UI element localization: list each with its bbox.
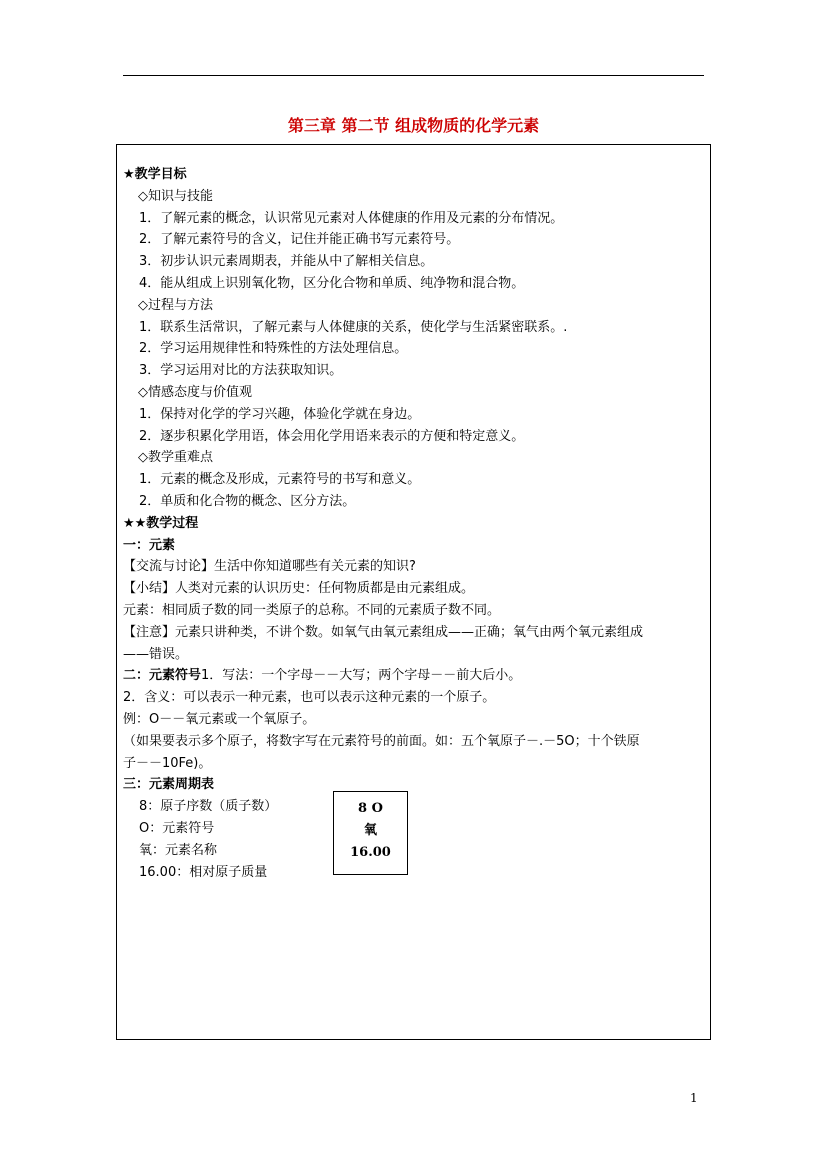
knowledge-heading: ◇知识与技能 bbox=[138, 188, 213, 204]
section-element-line: ——错误。 bbox=[123, 646, 189, 662]
section-symbol-writing: 1．写法：一个字母－－大写；两个字母－－前大后小。 bbox=[201, 668, 522, 684]
teaching-process-heading: ★★教学过程 bbox=[123, 515, 199, 531]
section-symbol-line: （如果要表示多个原子，将数字写在元素符号的前面。如：五个氧原子－.－5O；十个铁原 bbox=[123, 733, 640, 749]
key-point-item: 2．单质和化合物的概念、区分方法。 bbox=[139, 493, 356, 509]
process-method-item: 1．联系生活常识，了解元素与人体健康的关系，使化学与生活紧密联系。. bbox=[139, 319, 568, 335]
knowledge-item: 1．了解元素的概念，认识常见元素对人体健康的作用及元素的分布情况。 bbox=[139, 210, 564, 226]
section-symbol-heading: 二：元素符号 bbox=[123, 668, 202, 684]
knowledge-item: 4．能从组成上识别氧化物，区分化合物和单质、纯净物和混合物。 bbox=[139, 275, 525, 291]
knowledge-item: 3．初步认识元素周期表，并能从中了解相关信息。 bbox=[139, 254, 434, 270]
objectives-heading: ★教学目标 bbox=[123, 167, 187, 182]
lesson-content bbox=[123, 164, 708, 883]
process-method-heading: ◇过程与方法 bbox=[138, 297, 213, 313]
process-method-item: 3．学习运用对比的方法获取知识。 bbox=[139, 363, 343, 379]
section-element-heading: 一：元素 bbox=[123, 537, 176, 553]
key-points-heading: ◇教学重难点 bbox=[138, 450, 213, 466]
periodic-legend-line: 16.00：相对原子质量 bbox=[139, 864, 268, 880]
emotion-item: 2．逐步积累化学用语，体会用化学用语来表示的方便和特定意义。 bbox=[139, 428, 525, 444]
process-method-item: 2．学习运用规律性和特殊性的方法处理信息。 bbox=[139, 341, 408, 357]
emotion-heading: ◇情感态度与价值观 bbox=[138, 384, 252, 400]
section-element-line: 元素：相同质子数的同一类原子的总称。不同的元素质子数不同。 bbox=[123, 602, 501, 618]
periodic-legend-line: 氧：元素名称 bbox=[139, 842, 218, 858]
section-symbol-line: 子－－10Fe)。 bbox=[123, 755, 212, 771]
section-periodic-heading: 三：元素周期表 bbox=[123, 777, 215, 793]
section-element-line: 【注意】元素只讲种类，不讲个数。如氧气由氧元素组成——正确；氧气由两个氧元素组成 bbox=[123, 624, 644, 640]
header-rule bbox=[123, 75, 704, 76]
key-point-item: 1．元素的概念及形成，元素符号的书写和意义。 bbox=[139, 472, 421, 488]
section-symbol-line: 2．含义：可以表示一种元素，也可以表示这种元素的一个原子。 bbox=[123, 690, 496, 706]
element-number-symbol: 8 O bbox=[358, 801, 383, 816]
periodic-legend-line: 8：原子序数（质子数） bbox=[139, 799, 278, 815]
section-element-line: 【小结】人类对元素的认识历史：任何物质都是由元素组成。 bbox=[123, 581, 475, 597]
page-title: 第三章 第二节 组成物质的化学元素 bbox=[287, 116, 540, 135]
periodic-legend-line: O：元素符号 bbox=[139, 820, 215, 836]
section-symbol-line: 例：O－－氧元素或一个氧原子。 bbox=[123, 711, 316, 727]
section-symbol-line bbox=[123, 665, 708, 687]
page-number: 1 bbox=[690, 1091, 698, 1105]
knowledge-item: 2．了解元素符号的含义，记住并能正确书写元素符号。 bbox=[139, 232, 460, 248]
element-name: 氧 bbox=[363, 823, 377, 838]
element-mass: 16.00 bbox=[350, 845, 391, 860]
section-element-line: 【交流与讨论】生活中你知道哪些有关元素的知识? bbox=[123, 559, 416, 575]
emotion-item: 1．保持对化学的学习兴趣，体验化学就在身边。 bbox=[139, 406, 421, 422]
oxygen-element-cell bbox=[333, 791, 408, 875]
